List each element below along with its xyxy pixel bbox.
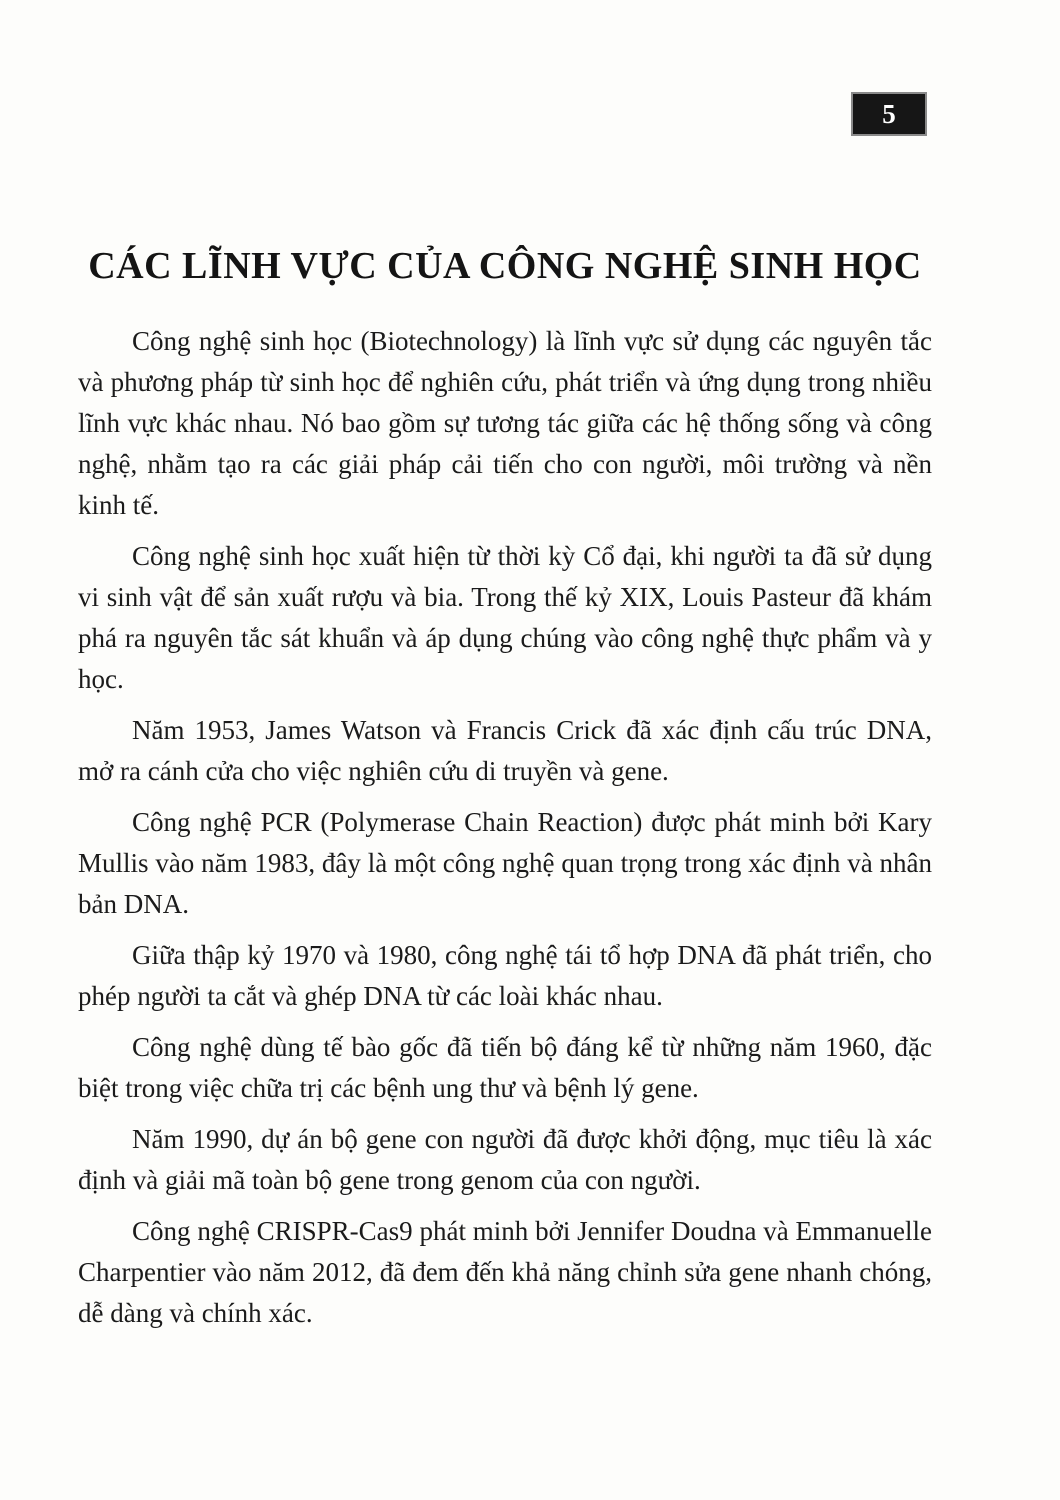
body-text: [78, 321, 932, 1334]
paragraph-pcr: Công nghệ PCR (Polymerase Chain Reaction) được phát minh bởi Kary Mullis vào năm 1983, đây là một công nghệ quan trọng trong xác định và nhân bản DNA.: [78, 806, 932, 919]
paragraph-recombinant-dna: Giữa thập kỷ 1970 và 1980, công nghệ tái tổ hợp DNA đã phát triển, cho phép người ta cắt và ghép DNA từ các loài khác nhau.: [78, 939, 932, 1011]
paragraph-crispr: Công nghệ CRISPR-Cas9 phát minh bởi Jennifer Doudna và Emmanuelle Charpentier vào năm 2012, đã đem đến khả năng chỉnh sửa gene nhanh chóng, dễ dàng và chính xác.: [78, 1215, 932, 1328]
paragraph-stem-cells: Công nghệ dùng tế bào gốc đã tiến bộ đáng kể từ những năm 1960, đặc biệt trong việc chữa trị các bệnh ung thư và bệnh lý gene.: [78, 1031, 932, 1103]
paragraph-intro: Công nghệ sinh học (Biotechnology) là lĩnh vực sử dụng các nguyên tắc và phương pháp từ sinh học để nghiên cứu, phát triển và ứng dụng trong nhiều lĩnh vực khác nhau. Nó bao gồm sự tương tác giữa các hệ thống sống và công nghệ, nhằm tạo ra các giải pháp cải tiến cho con người, môi trường và nền kinh tế.: [78, 325, 932, 520]
page-content: [78, 0, 932, 1334]
paragraph-dna-structure: Năm 1953, James Watson và Francis Crick đã xác định cấu trúc DNA, mở ra cánh cửa cho việc nghiên cứu di truyền và gene.: [78, 714, 932, 786]
paragraph-genome-project: Năm 1990, dự án bộ gene con người đã được khởi động, mục tiêu là xác định và giải mã toàn bộ gene trong genom của con người.: [78, 1123, 932, 1195]
page-number: 5: [882, 98, 896, 129]
paragraph-history-origins: Công nghệ sinh học xuất hiện từ thời kỳ Cổ đại, khi người ta đã sử dụng vi sinh vật để sản xuất rượu và bia. Trong thế kỷ XIX, Louis Pasteur đã khám phá ra nguyên tắc sát khuẩn và áp dụng chúng vào công nghệ thực phẩm và y học.: [78, 540, 932, 694]
page-title: CÁC LĨNH VỰC CỦA CÔNG NGHỆ SINH HỌC: [88, 245, 922, 287]
